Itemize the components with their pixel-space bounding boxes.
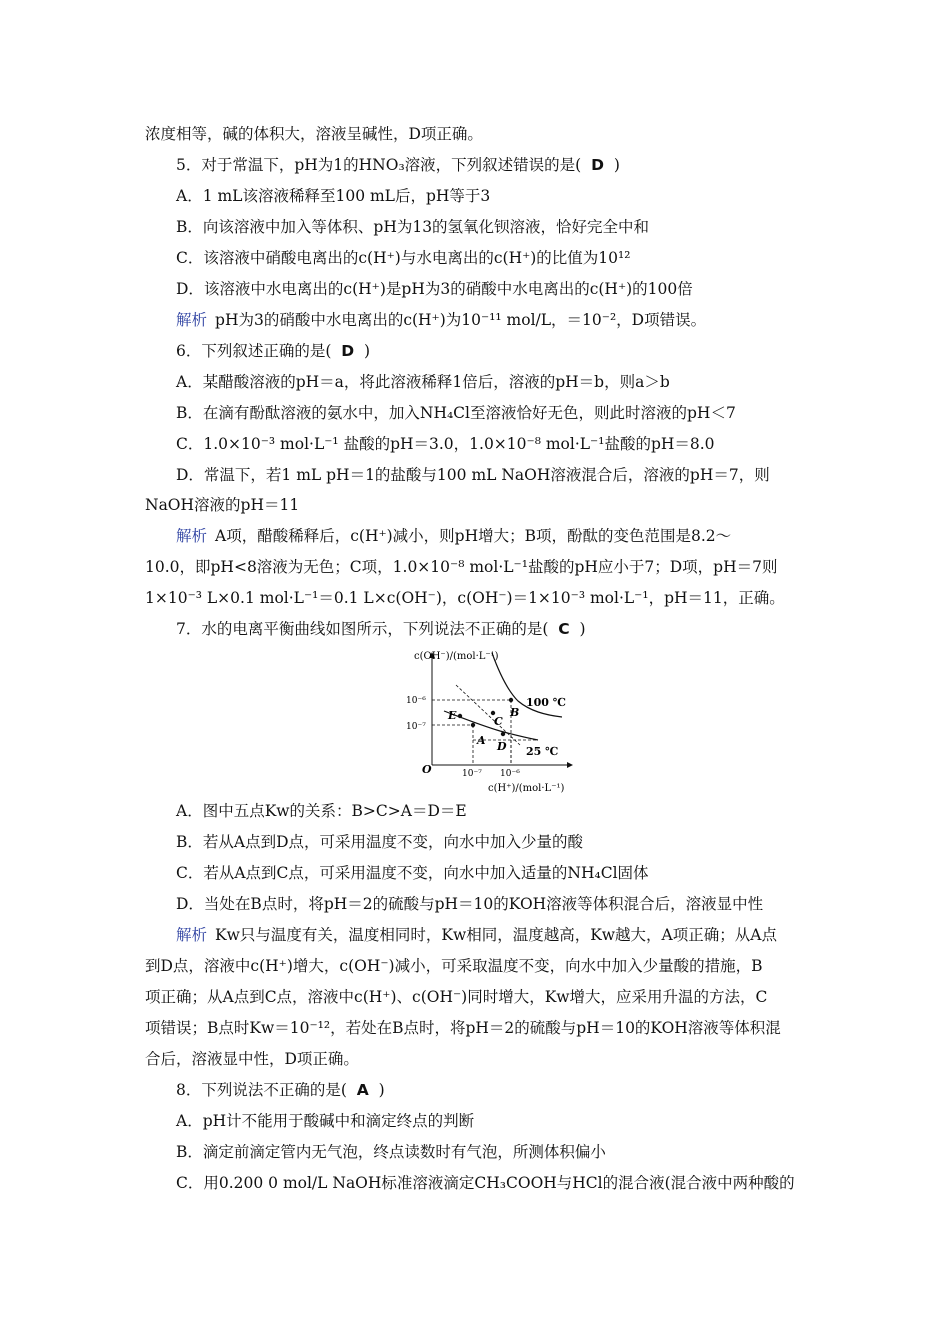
option-b: B．向该溶液中加入等体积、pH为13的氢氧化钡溶液，恰好完全中和 <box>176 218 650 236</box>
paren-close: ) <box>378 1081 385 1099</box>
question-6 <box>176 341 370 361</box>
option-c: C．1.0×10⁻³ mol·L⁻¹ 盐酸的pH＝3.0，1.0×10⁻⁸ mol·L⁻¹盐酸的pH＝8.0 <box>176 435 715 453</box>
question-6-stem: 6．下列叙述正确的是( <box>176 342 332 360</box>
point-d-label: D <box>497 740 507 753</box>
text-line: 浓度相等，碱的体积大，溶液呈碱性，D项正确。 <box>145 125 483 143</box>
analysis-text: A项，醋酸稀释后，c(H⁺)减小，则pH增大；B项，酚酞的变色范围是8.2～ <box>215 527 732 545</box>
point-a-label: A <box>477 734 486 747</box>
option-a: A．某醋酸溶液的pH＝a，将此溶液稀释1倍后，溶液的pH＝b，则a＞b <box>176 373 670 391</box>
analysis-label: 解析 <box>176 311 208 329</box>
option-d: D．当处在B点时，将pH＝2的硫酸与pH＝10的KOH溶液等体积混合后，溶液显中性 <box>176 895 764 913</box>
analysis-text-line: 合后，溶液显中性，D项正确。 <box>145 1050 359 1068</box>
analysis-text-line: 项正确；从A点到C点，溶液中c(H⁺)、c(OH⁻)同时增大，Kw增大，应采用升温的方法，C <box>145 988 768 1006</box>
y-tick-label: 10⁻⁷ <box>406 722 426 732</box>
analysis-5 <box>176 310 706 330</box>
option-b: B．若从A点到D点，可采用温度不变，向水中加入少量的酸 <box>176 833 584 851</box>
option-d: D．常温下，若1 mL pH＝1的盐酸与100 mL NaOH溶液混合后，溶液的pH＝7，则 <box>176 466 770 484</box>
paren-close: ) <box>364 342 371 360</box>
point-b <box>509 698 513 702</box>
option-b: B．在滴有酚酞溶液的氨水中，加入NH₄Cl至溶液恰好无色，则此时溶液的pH＜7 <box>176 404 736 422</box>
point-e-label: E <box>448 709 457 722</box>
paren-close: ) <box>579 620 586 638</box>
question-8-answer: A <box>356 1081 369 1099</box>
x-axis-label: c(H⁺)/(mol·L⁻¹) <box>488 783 565 794</box>
analysis-label: 解析 <box>176 527 208 545</box>
option-a: A．1 mL该溶液稀释至100 mL后，pH等于3 <box>176 187 491 205</box>
analysis-6 <box>176 526 731 546</box>
question-5 <box>176 155 620 175</box>
point-a <box>471 723 475 727</box>
y-axis-label: c(OH⁻)/(mol·L⁻¹) <box>414 651 499 662</box>
analysis-label: 解析 <box>176 926 208 944</box>
curve-label-100c: 100 ℃ <box>526 696 566 709</box>
water-ionization-diagram <box>400 645 580 795</box>
point-b-label: B <box>510 706 520 719</box>
option-d: D．该溶液中水电离出的c(H⁺)是pH为3的硝酸中水电离出的c(H⁺)的100倍 <box>176 280 693 298</box>
question-7-answer: C <box>558 620 570 638</box>
point-e <box>458 714 462 718</box>
option-c: C．用0.200 0 mol/L NaOH标准溶液滴定CH₃COOH与HCl的混合液(混合液中两种酸的 <box>176 1174 795 1192</box>
origin-label: O <box>422 763 432 776</box>
analysis-7 <box>176 925 777 945</box>
curve-label-25c: 25 ℃ <box>526 745 559 758</box>
question-7 <box>176 619 586 639</box>
x-tick-label: 10⁻⁷ <box>462 769 482 779</box>
analysis-text-line: 1×10⁻³ L×0.1 mol·L⁻¹＝0.1 L×c(OH⁻)，c(OH⁻)＝1×10⁻³ mol·L⁻¹，pH＝11，正确。 <box>145 589 785 607</box>
question-6-answer: D <box>341 342 355 360</box>
paren-close: ) <box>613 156 620 174</box>
point-d <box>501 732 505 736</box>
point-c-label: C <box>494 715 503 728</box>
question-8 <box>176 1080 385 1100</box>
analysis-text: Kw只与温度有关，温度相同时，Kw相同，温度越高，Kw越大，A项正确；从A点 <box>215 926 777 944</box>
analysis-text: pH为3的硝酸中水电离出的c(H⁺)为10⁻¹¹ mol/L，＝10⁻²，D项错误。 <box>215 311 707 329</box>
question-7-stem: 7．水的电离平衡曲线如图所示，下列说法不正确的是( <box>176 620 549 638</box>
question-8-stem: 8．下列说法不正确的是( <box>176 1081 347 1099</box>
option-a: A．pH计不能用于酸碱中和滴定终点的判断 <box>176 1112 475 1130</box>
option-c: C．若从A点到C点，可采用温度不变，向水中加入适量的NH₄Cl固体 <box>176 864 649 882</box>
question-5-stem: 5．对于常温下，pH为1的HNO₃溶液，下列叙述错误的是( <box>176 156 582 174</box>
option-a: A．图中五点Kw的关系：B>C>A＝D＝E <box>176 802 467 820</box>
question-5-answer: D <box>591 156 604 174</box>
option-c: C．该溶液中硝酸电离出的c(H⁺)与水电离出的c(H⁺)的比值为10¹² <box>176 249 631 267</box>
option-d-continued: NaOH溶液的pH＝11 <box>145 496 300 514</box>
analysis-text-line: 项错误；B点时Kw＝10⁻¹²，若处在B点时，将pH＝2的硫酸与pH＝10的KOH溶液等体积混 <box>145 1019 781 1037</box>
x-tick-label: 10⁻⁶ <box>500 769 520 779</box>
y-tick-label: 10⁻⁶ <box>406 696 426 706</box>
analysis-text-line: 到D点，溶液中c(H⁺)增大，c(OH⁻)减小，可采取温度不变，向水中加入少量酸的措施，B <box>145 957 763 975</box>
analysis-text-line: 10.0，即pH<8溶液为无色；C项，1.0×10⁻⁸ mol·L⁻¹盐酸的pH应小于7；D项，pH＝7则 <box>145 558 778 576</box>
option-b: B．滴定前滴定管内无气泡，终点读数时有气泡，所测体积偏小 <box>176 1143 606 1161</box>
